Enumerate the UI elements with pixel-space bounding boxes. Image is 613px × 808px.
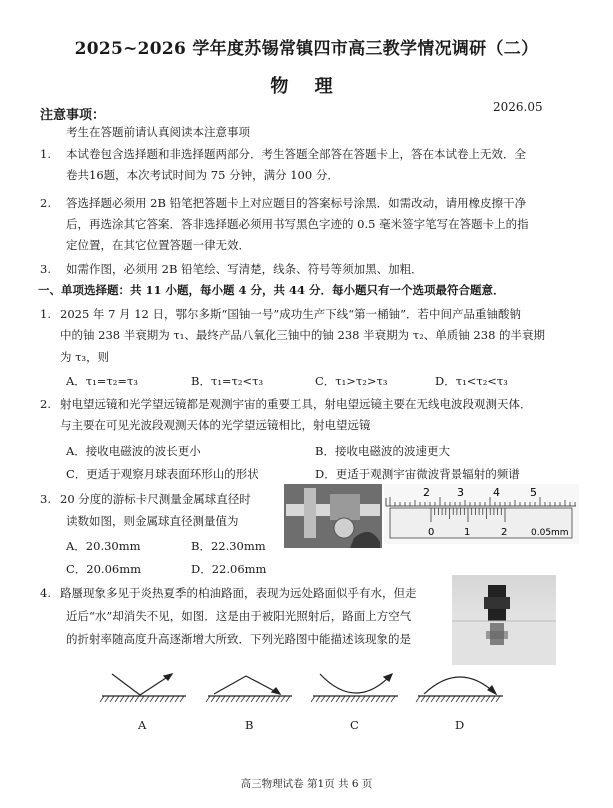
main-scale-label-3: 3 [457,486,464,499]
ray-label-b: B [245,718,254,732]
ground-hatch [135,696,139,702]
ground-hatch [491,696,495,702]
ground-hatch [451,696,455,702]
subject-title: 物 理 [270,76,343,97]
vernier-label-2: 2 [501,527,508,538]
ground-hatch [356,696,360,702]
notice-2-num: 2. [40,196,51,210]
ground-hatch [436,696,440,702]
ground-hatch [221,696,225,702]
ground-hatch [251,696,255,702]
q3-option-b: B．22.30mm [191,539,266,553]
ground-hatch [140,696,144,702]
exam-date: 2026.05 [493,100,543,114]
notice-3-line1: 如需作图，必须用 2B 铅笔绘、写清楚，线条、符号等须加黑、加粗． [66,262,423,276]
ground-hatch [286,696,290,702]
q4-line2: 近后“水”却消失不见，如图．这是由于被阳光照射后，路面上方空气 [66,609,412,623]
ground-hatch [110,696,114,702]
ground-hatch [276,696,280,702]
notice-1-num: 1. [40,147,51,161]
vernier-label-1: 1 [464,527,471,538]
q2-option-b: B．接收电磁波的波速更大 [315,444,450,458]
q1-option-a: A．τ₁=τ₂=τ₃ [66,374,138,388]
q1-line2: 中的铀 238 半衰期为 τ₁、最终产品八氧化三铀中的铀 238 半衰期为 τ₂、单质铀 238 的半衰期 [60,328,546,342]
ground-hatch [426,696,430,702]
ground-hatch [351,696,355,702]
ray-diagram-c [313,674,398,696]
ground-hatch [416,696,420,702]
q2-option-c: C．更适于观察月球表面环形山的形状 [66,467,259,481]
ground-hatch [471,696,475,702]
ground-hatch [446,696,450,702]
ground-hatch [175,696,179,702]
notice-1-line1: 本试卷包含选择题和非选择题两部分．考生答题全部答在答题卡上，答在本试卷上无效．全 [66,147,526,161]
exam-title: 2025~2026 学年度苏锡常镇四市高三教学情况调研（二） [74,39,539,59]
q1-option-c: C．τ₁>τ₂>τ₃ [315,374,388,388]
ground-hatch [105,696,109,702]
ground-hatch [386,696,390,702]
ground-hatch [376,696,380,702]
q1-num: 1. [40,307,51,321]
ground-hatch [115,696,119,702]
mirage-photo [452,575,556,665]
ground-hatch [125,696,129,702]
ground-hatch [261,696,265,702]
q1-line3: 为 τ₃，则 [60,350,110,364]
q4-line3: 的折射率随高度升高逐渐增大所致．下列光路图中能描述该现象的是 [66,632,411,646]
ground-hatch [150,696,154,702]
caliper-photo [284,484,382,548]
ray-diagram-a [102,674,186,696]
ground-hatch [311,696,315,702]
ground-hatch [476,696,480,702]
ray-label-d: D [455,718,465,732]
q3-option-d: D．22.06mm [191,562,267,576]
ray-diagrams [98,668,508,710]
ground-hatch [241,696,245,702]
notice-2-line2: 后，再选涂其它答案．答非选择题必须用书写黑色字迹的 0.5 毫米签字笔写在答题卡上的指 [66,217,529,231]
ground-hatch [100,696,104,702]
ground-hatch [155,696,159,702]
q1-option-d: D．τ₁<τ₂<τ₃ [435,374,508,388]
notice-2-line3: 定位置，在其它位置答题一律无效． [66,238,250,252]
ground-hatch [256,696,260,702]
vernier-label-0: 0 [428,527,435,538]
q3-option-a: A．20.30mm [66,539,141,553]
q3-num: 3. [40,492,51,506]
q3-line2: 读数如图，则金属球直径测量值为 [66,514,239,528]
ground-hatch [366,696,370,702]
ground-hatch [331,696,335,702]
ground-hatch [206,696,210,702]
ground-hatch [326,696,330,702]
ground-hatch [336,696,340,702]
q3-option-c: C．20.06mm [66,562,142,576]
q2-line1: 射电望远镜和光学望远镜都是观测宇宙的重要工具，射电望远镜主要在无线电波段观测天体． [60,397,532,411]
q1-line1: 2025 年 7 月 12 日，鄂尔多斯“国铀一号”成功生产下线“第一桶铀”．若中间产品重铀酸钠 [60,307,522,321]
ground-hatch [441,696,445,702]
ground-hatch [165,696,169,702]
ground-hatch [160,696,164,702]
q2-num: 2. [40,397,51,411]
ground-hatch [281,696,285,702]
ground-hatch [346,696,350,702]
ground-hatch [216,696,220,702]
ground-hatch [316,696,320,702]
ray-label-a: A [138,718,147,732]
ground-hatch [246,696,250,702]
q3-line1: 20 分度的游标卡尺测量金属球直径时 [60,492,251,506]
notice-heading: 注意事项： [40,108,106,123]
q4-num: 4. [40,586,51,600]
vernier-scale-diagram [384,484,579,544]
ground-hatch [120,696,124,702]
ground-hatch [391,696,395,702]
ground-hatch [481,696,485,702]
q1-option-b: B．τ₁=τ₂<τ₃ [191,374,264,388]
q4-line1: 路蜃现象多见于炎热夏季的柏油路面，表现为远处路面似乎有水，但走 [60,586,417,600]
q2-option-d: D．更适于观测宇宙微波背景辐射的频谱 [315,467,520,481]
notice-3-num: 3. [40,262,51,276]
q2-option-a: A．接收电磁波的波长更小 [66,444,201,458]
ray-diagram-d [418,677,503,696]
ground-hatch [381,696,385,702]
ground-hatch [421,696,425,702]
ground-hatch [266,696,270,702]
ground-hatch [371,696,375,702]
vernier-unit-label: 0.05mm [531,528,569,538]
ground-hatch [461,696,465,702]
ground-hatch [226,696,230,702]
ground-hatch [466,696,470,702]
ground-hatch [486,696,490,702]
notice-2-line1: 答选择题必须用 2B 铅笔把答题卡上对应题目的答案标号涂黑．如需改动，请用橡皮擦干净 [66,196,527,210]
main-scale-label-4: 4 [493,486,500,499]
ground-hatch [211,696,215,702]
main-scale-label-5: 5 [530,486,537,499]
ground-hatch [236,696,240,702]
section-heading: 一、单项选择题：共 11 小题，每小题 4 分，共 44 分．每小题只有一个选项最符合题意． [38,283,505,297]
ground-hatch [496,696,500,702]
ground-hatch [130,696,134,702]
ground-hatch [341,696,345,702]
ray-diagram-b [208,676,292,696]
main-scale-label-2: 2 [423,486,430,499]
ground-hatch [271,696,275,702]
notice-1-line2: 卷共16题，本次考试时间为 75 分钟，满分 100 分． [66,168,339,182]
ground-hatch [321,696,325,702]
ray-label-c: C [350,718,359,732]
ground-hatch [361,696,365,702]
notice-intro: 考生在答题前请认真阅读本注意事项 [66,125,250,139]
ground-hatch [431,696,435,702]
ground-hatch [180,696,184,702]
ground-hatch [145,696,149,702]
q2-line2: 与主要在可见光波段观测天体的光学望远镜相比，射电望远镜 [60,418,371,432]
ground-hatch [456,696,460,702]
page-footer: 高三物理试卷 第1页 共 6 页 [240,778,373,790]
ground-hatch [170,696,174,702]
ground-hatch [231,696,235,702]
